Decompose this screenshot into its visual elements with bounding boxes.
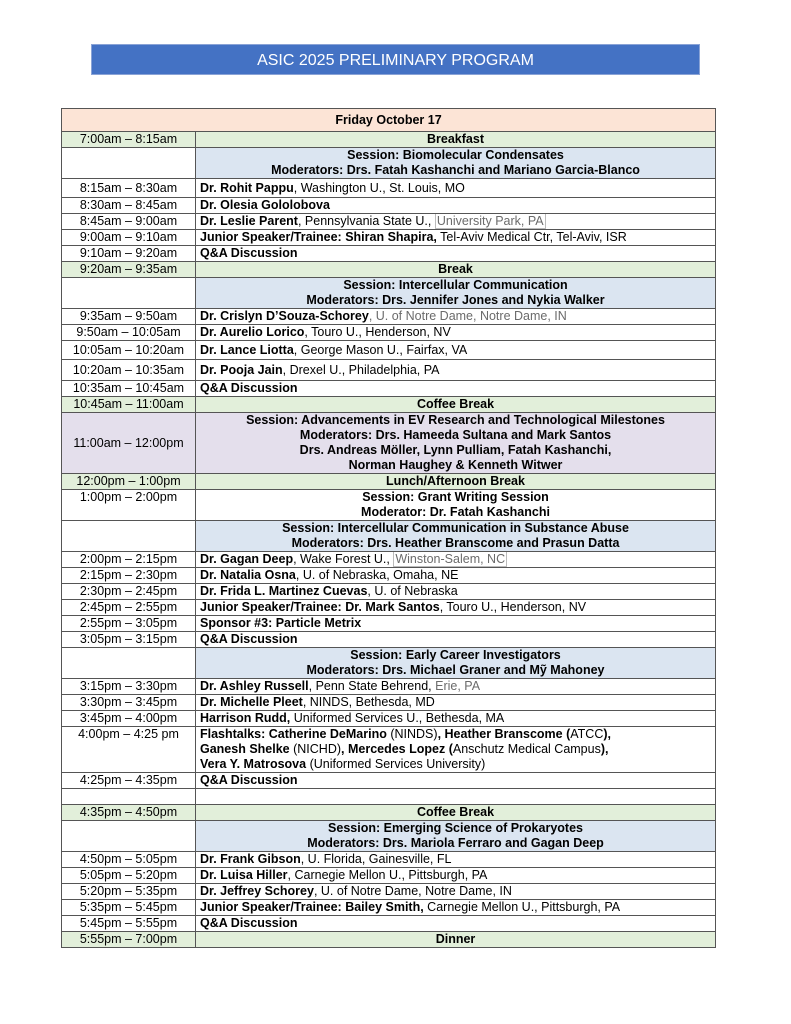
table-row: 10:35am – 10:45am Q&A Discussion (62, 381, 716, 397)
table-row: 5:20pm – 5:35pm Dr. Jeffrey Schorey, U. of Notre Dame, Notre Dame, IN (62, 884, 716, 900)
table-row: 2:15pm – 2:30pm Dr. Natalia Osna, U. of Nebraska, Omaha, NE (62, 568, 716, 584)
table-row: 9:50am – 10:05am Dr. Aurelio Lorico, Touro U., Henderson, NV (62, 325, 716, 341)
session-row: Session: Emerging Science of Prokaryotes Moderators: Drs. Mariola Ferraro and Gagan Deep (62, 821, 716, 852)
day-header: Friday October 17 (62, 109, 716, 132)
table-row: 8:45am – 9:00am Dr. Leslie Parent, Pennsylvania State U., University Park, PA (62, 214, 716, 230)
table-row: 9:00am – 9:10am Junior Speaker/Trainee: Shiran Shapira, Tel-Aviv Medical Ctr, Tel-Aviv, ISR (62, 230, 716, 246)
break-row: 5:55pm – 7:00pm Dinner (62, 932, 716, 948)
table-row: 2:30pm – 2:45pm Dr. Frida L. Martinez Cuevas, U. of Nebraska (62, 584, 716, 600)
table-row: 5:05pm – 5:20pm Dr. Luisa Hiller, Carnegie Mellon U., Pittsburgh, PA (62, 868, 716, 884)
session-row: Session: Early Career Investigators Moderators: Drs. Michael Graner and Mỹ Mahoney (62, 648, 716, 679)
session-row: 11:00am – 12:00pm Session: Advancements in EV Research and Technological Milestones Moderators: Drs. Hameeda Sultana and Mark Santos Drs. Andreas Möller, Lynn Pulliam, Fatah Kashanchi, Norman Haughey & Kenneth Witwer (62, 413, 716, 474)
break-row: 9:20am – 9:35am Break (62, 262, 716, 278)
break-row: 12:00pm – 1:00pm Lunch/Afternoon Break (62, 474, 716, 490)
table-row: 7:00am – 8:15am Breakfast (62, 132, 716, 148)
table-row: 2:55pm – 3:05pm Sponsor #3: Particle Metrix (62, 616, 716, 632)
session-row: Session: Intercellular Communication in Substance Abuse Moderators: Drs. Heather Branscome and Prasun Datta (62, 521, 716, 552)
blank-row (62, 789, 716, 805)
table-row: 3:30pm – 3:45pm Dr. Michelle Pleet, NINDS, Bethesda, MD (62, 695, 716, 711)
table-row: 4:00pm – 4:25 pm Flashtalks: Catherine DeMarino (NINDS), Heather Branscome (ATCC), Ganesh Shelke (NICHD), Mercedes Lopez (Anschutz Medical Campus), Vera Y. Matrosova (Uniformed Services University) (62, 727, 716, 773)
table-row: 9:10am – 9:20am Q&A Discussion (62, 246, 716, 262)
program-banner: ASIC 2025 PRELIMINARY PROGRAM (91, 44, 700, 75)
table-row: 8:15am – 8:30am Dr. Rohit Pappu, Washington U., St. Louis, MO (62, 179, 716, 198)
table-row: 2:45pm – 2:55pm Junior Speaker/Trainee: Dr. Mark Santos, Touro U., Henderson, NV (62, 600, 716, 616)
table-row: 9:35am – 9:50am Dr. Crislyn D’Souza-Schorey, U. of Notre Dame, Notre Dame, IN (62, 309, 716, 325)
table-row: 10:20am – 10:35am Dr. Pooja Jain, Drexel U., Philadelphia, PA (62, 360, 716, 381)
table-row: 2:00pm – 2:15pm Dr. Gagan Deep, Wake Forest U., Winston-Salem, NC (62, 552, 716, 568)
table-row: 4:50pm – 5:05pm Dr. Frank Gibson, U. Florida, Gainesville, FL (62, 852, 716, 868)
table-row: 5:45pm – 5:55pm Q&A Discussion (62, 916, 716, 932)
program-table (61, 108, 716, 948)
session-row: Session: Biomolecular Condensates Moderators: Drs. Fatah Kashanchi and Mariano Garcia-Blanco (62, 148, 716, 179)
table-row: 5:35pm – 5:45pm Junior Speaker/Trainee: Bailey Smith, Carnegie Mellon U., Pittsburgh, PA (62, 900, 716, 916)
session-row: 1:00pm – 2:00pm Session: Grant Writing Session Moderator: Dr. Fatah Kashanchi (62, 490, 716, 521)
table-row: 3:05pm – 3:15pm Q&A Discussion (62, 632, 716, 648)
break-row: 10:45am – 11:00am Coffee Break (62, 397, 716, 413)
break-row: 4:35pm – 4:50pm Coffee Break (62, 805, 716, 821)
table-row: 3:45pm – 4:00pm Harrison Rudd, Uniformed Services U., Bethesda, MA (62, 711, 716, 727)
session-row: Session: Intercellular Communication Moderators: Drs. Jennifer Jones and Nykia Walker (62, 278, 716, 309)
table-row: 4:25pm – 4:35pm Q&A Discussion (62, 773, 716, 789)
table-row: 10:05am – 10:20am Dr. Lance Liotta, George Mason U., Fairfax, VA (62, 341, 716, 360)
table-row: 8:30am – 8:45am Dr. Olesia Gololobova (62, 198, 716, 214)
table-row: 3:15pm – 3:30pm Dr. Ashley Russell, Penn State Behrend, Erie, PA (62, 679, 716, 695)
